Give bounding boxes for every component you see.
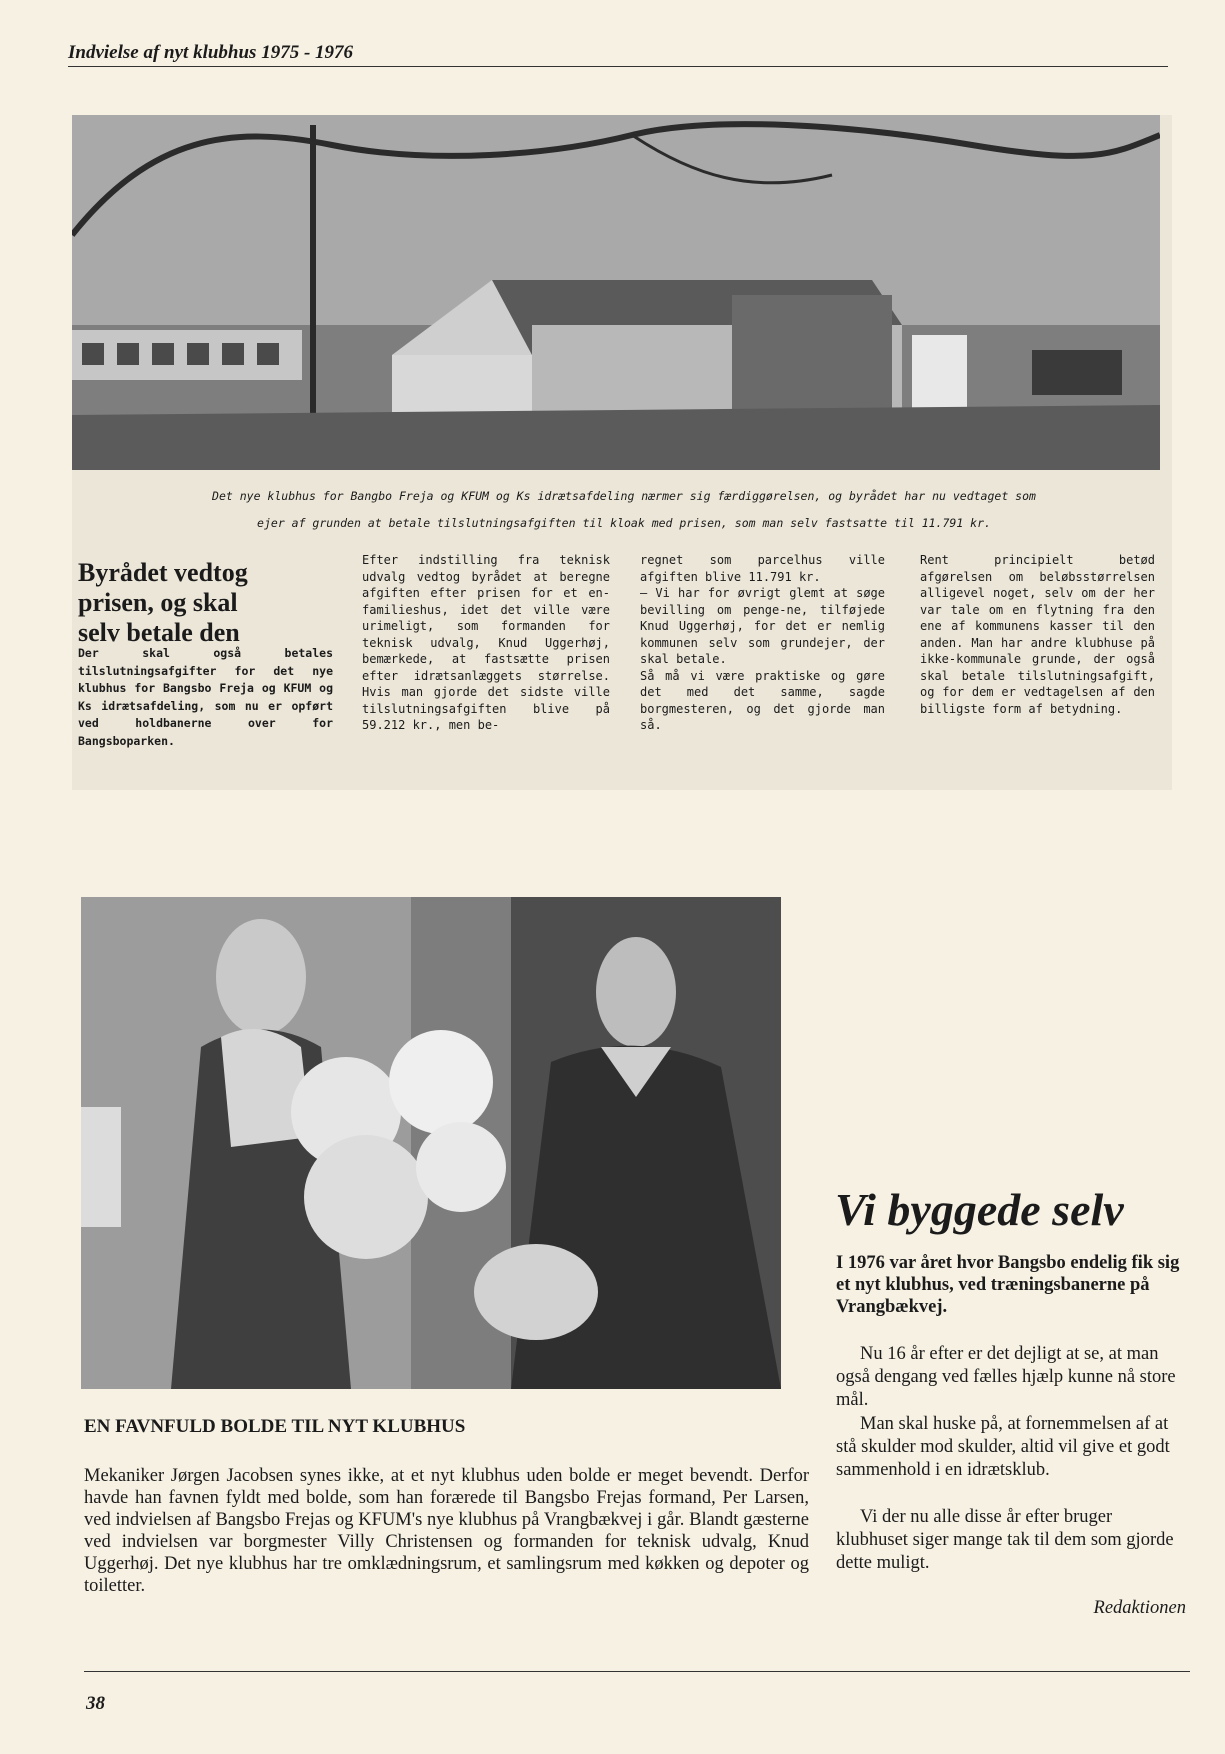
page-header-title: Indvielse af nyt klubhus 1975 - 1976 [68, 42, 354, 63]
clubhouse-photo-drawing [72, 115, 1160, 470]
clipping-photo-caption-line1: Det nye klubhus for Bangbo Freja og KFUM og Ks idrætsafdeling nærmer sig færdiggørelsen, og byrådet har nu vedtaget som [212, 489, 1036, 503]
vi-byggede-paragraph-3: Vi der nu alle disse år efter bruger klubhuset siger mange tak til dem som gjorde dette muligt. [836, 1507, 1174, 1573]
clipping-lead: Der skal også betales tilslutningsafgifter for det nye klubhus for Bangsbo Freja og KFUM og Ks idrætsafdeling, som nu er opført ved holdbanerne over for Bangsboparken. [78, 646, 333, 748]
vi-byggede-title: Vi byggede selv [835, 1184, 1124, 1235]
signature-redaktionen: Redaktionen [1093, 1598, 1186, 1618]
clipping-column-4: Rent principielt betød afgørelsen om beløbsstørrelsen alligevel noget, selv om der her var tale om en flytning fra den ene af kommunens kasser til den anden. Man har andre klubhuse på ikke-kommunale grunde, der også skal betale tilslutningsafgift, og for dem er vedtagelsen af den billigste form af betydning. [920, 553, 1155, 716]
newspaper-clipping [72, 115, 1172, 790]
clipping-photo-caption [84, 483, 1164, 537]
clipping-column-3 [640, 552, 885, 734]
vi-byggede-lead: I 1976 var året hvor Bangsbo endelig fik sig et nyt klubhus, ved træningsbanerne på Vrangbækvej. [836, 1253, 1180, 1317]
header-rule [68, 66, 1168, 67]
page-number: 38 [86, 1693, 105, 1714]
football-handover-drawing [81, 897, 781, 1389]
clubhouse-photo [72, 115, 1160, 470]
vi-byggede-paragraph-2: Man skal huske på, at fornemmelsen af at stå skulder mod skulder, altid vil give et godt sammenhold i en idrætsklub. [836, 1414, 1170, 1480]
clipping-column-3-p2: — Vi har for øvrigt glemt at søge bevilling om penge-ne, tilføjede Knud Uggerhøj, for det er nemlig kommunen selv som grundejer, der skal betale. [640, 586, 885, 666]
footer-rule [84, 1671, 1190, 1672]
clipping-column-3-p3: Så må vi være praktiske og gøre det med det samme, sagde borgmesteren, og det gjorde man så. [640, 668, 885, 732]
football-handover-photo [81, 897, 781, 1389]
clipping-headline: Byrådet vedtog prisen, og skal selv betale den [78, 558, 248, 647]
vi-byggede-paragraph-1: Nu 16 år efter er det dejligt at se, at man også dengang ved fælles hjælp kunne nå store mål. [836, 1344, 1176, 1410]
clipping-column-2: Efter indstilling fra teknisk udvalg vedtog byrådet at beregne afgiften efter prisen for et en-familieshus, idet det ville være urimeligt, som formanden for teknisk udvalg, Knud Uggerhøj, bemærkede, at fastsætte prisen efter idrætsanlæggets størrelse. Hvis man gjorde det sidste ville tilslutningsafgiften blive på 59.212 kr., men be- [362, 553, 610, 732]
clipping-photo-caption-line2: ejer af grunden at betale tilslutningsafgiften til kloak med prisen, som man selv fastsatte til 11.791 kr. [257, 516, 991, 530]
clipping-column-3-p1: regnet som parcelhus ville afgiften blive 11.791 kr. [640, 553, 885, 584]
photo-caption-body: Mekaniker Jørgen Jacobsen synes ikke, at et nyt klubhus uden bolde er meget bevendt. Derfor havde han favnen fyldt med bolde, som han forærede til Bangsbo Frejas formand, Per Larsen, ved indvielsen af Bangsbo Frejas og KFUM's nye klubhus på Vrangbækvej i går. Blandt gæsterne ved indvielsen var borgmester Villy Christensen og formanden for teknisk udvalg, Knud Uggerhøj. Det nye klubhus har tre omklædningsrum, et samlingsrum med køkken og depoter og toiletter. [84, 1466, 809, 1596]
photo-caption-title: EN FAVNFULD BOLDE TIL NYT KLUBHUS [84, 1416, 466, 1437]
